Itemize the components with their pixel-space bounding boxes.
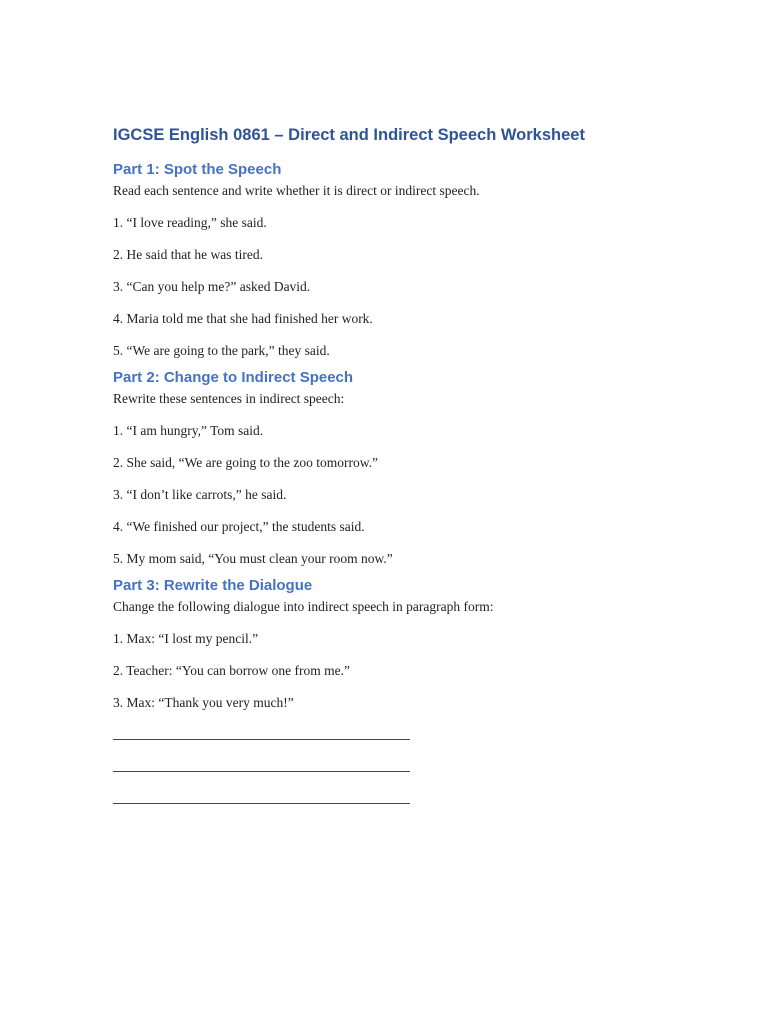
part-3-heading: Part 3: Rewrite the Dialogue: [113, 577, 313, 594]
part-3-item-1: 1. Max: “I lost my pencil.”: [113, 631, 259, 646]
part-1-item-5: 5. “We are going to the park,” they said.: [113, 343, 330, 358]
part-1-item-3: 3. “Can you help me?” asked David.: [113, 279, 311, 294]
part-2-instruction: Rewrite these sentences in indirect speech:: [113, 391, 345, 406]
part-2-item-1: 1. “I am hungry,” Tom said.: [113, 423, 264, 438]
answer-line: [113, 803, 410, 804]
answer-line: [113, 739, 410, 740]
part-2-heading: Part 2: Change to Indirect Speech: [113, 369, 354, 386]
part-3-item-3: 3. Max: “Thank you very much!”: [113, 695, 294, 710]
answer-line: [113, 771, 410, 772]
part-2-item-5: 5. My mom said, “You must clean your room now.”: [113, 551, 393, 566]
worksheet-content: [113, 124, 673, 804]
part-3-item-2: 2. Teacher: “You can borrow one from me.”: [113, 663, 350, 678]
page-title: IGCSE English 0861 – Direct and Indirect Speech Worksheet: [113, 126, 585, 144]
part-1-heading: Part 1: Spot the Speech: [113, 161, 282, 178]
part-2-item-3: 3. “I don’t like carrots,” he said.: [113, 487, 287, 502]
part-1-item-2: 2. He said that he was tired.: [113, 247, 263, 262]
part-1-instruction: Read each sentence and write whether it is direct or indirect speech.: [113, 183, 480, 198]
part-1-item-1: 1. “I love reading,” she said.: [113, 215, 267, 230]
part-2-item-4: 4. “We finished our project,” the students said.: [113, 519, 365, 534]
part-3-instruction: Change the following dialogue into indirect speech in paragraph form:: [113, 599, 494, 614]
part-2-item-2: 2. She said, “We are going to the zoo tomorrow.”: [113, 455, 378, 470]
part-1-item-4: 4. Maria told me that she had finished her work.: [113, 311, 373, 326]
